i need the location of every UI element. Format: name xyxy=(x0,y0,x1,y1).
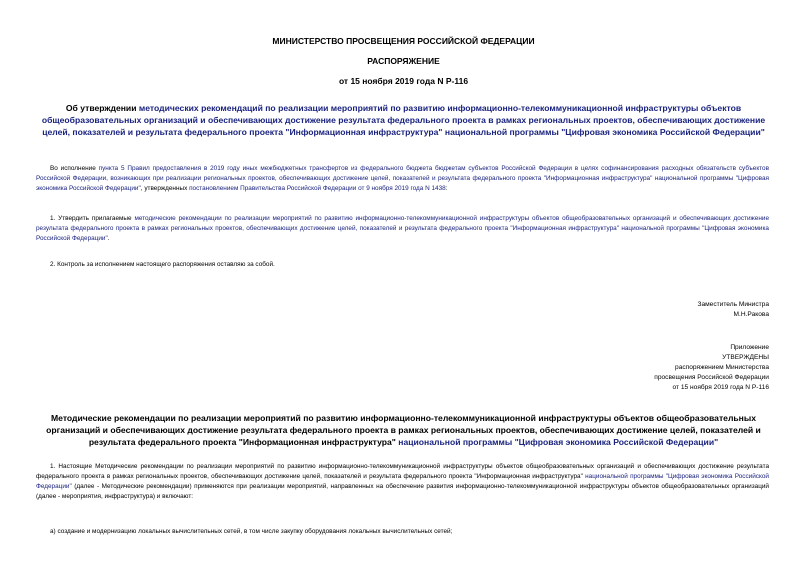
paragraph-1 xyxy=(36,214,769,244)
recommendations-title-main: Методические рекомендации по реализации мероприятий по развитию информационно-телекоммуникационной инфраструктуры объектов общеобразовательных организаций и обеспечивающих достижение результата федерального проекта в рамках региональных проектов, обеспечивающих достижение целей, показателей и результата федерального проекта "Информационная инфраструктура" xyxy=(46,413,761,447)
paragraph-rec-a: а) создание и модернизацию локальных вычислительных сетей, в том числе закупку оборудования локальных вычислительных сетей; xyxy=(50,528,453,535)
national-program-link[interactable]: национальной программы "Цифровая экономика Российской Федерации" xyxy=(398,437,719,447)
appendix-line-3: распоряжением Министерства xyxy=(675,364,769,371)
appendix-line-4: просвещения Российской Федерации xyxy=(654,374,769,381)
paragraph-2: 2. Контроль за исполнением настоящего распоряжения оставляю за собой. xyxy=(50,261,275,268)
title-link[interactable]: методических рекомендаций по реализации мероприятий по развитию информационно-телекоммуникационной инфраструктуры объектов общеобразовательных организаций и обеспечивающих достижение результата федерального проекта в рамках региональных проектов, обеспечивающих достижение целей, показателей и результата федерального проекта "Информационная инфраструктура" национальной программы "Цифровая экономика Российской Федерации" xyxy=(41,103,766,137)
doc-date-header: от 15 ноября 2019 года N Р-116 xyxy=(338,76,469,86)
doc-type-header: РАСПОРЯЖЕНИЕ xyxy=(367,56,440,66)
rec1-pre: 1. Настоящие Методические рекомендации по реализации мероприятий по развитию информационно-телекоммуникационной инфраструктуры объектов общеобразовательных организаций и обеспечивающих достижение результата федерального проекта в рамках региональных проектов, обеспечивающих достижение целей, показателей и результата федерального проекта "Информационная инфраструктура" xyxy=(36,463,769,480)
title-prefix: Об утверждении xyxy=(65,103,137,113)
document-title xyxy=(38,102,769,138)
appendix-line-2: УТВЕРЖДЕНЫ xyxy=(722,354,769,361)
recommendations-link[interactable]: методические рекомендации по реализации мероприятий по развитию информационно-телекоммуникационной инфраструктуры объектов общеобразовательных организаций и обеспечивающих достижение результата федерального проекта в рамках региональных проектов, обеспечивающих достижение целей, показателей и результата федерального проекта "Информационная инфраструктура" национальной программы "Цифровая экономика Российской Федерации" xyxy=(36,215,769,242)
appendix-line-1: Приложение xyxy=(730,344,769,351)
p1-post: . xyxy=(107,235,110,242)
appendix-line-5: от 15 ноября 2019 года N Р-116 xyxy=(672,384,769,391)
paragraph-intro xyxy=(36,164,769,194)
signature-position: Заместитель Министра xyxy=(697,301,769,308)
intro-mid: , утвержденных xyxy=(140,185,190,192)
ministry-header: МИНИСТЕРСТВО ПРОСВЕЩЕНИЯ РОССИЙСКОЙ ФЕДЕРАЦИИ xyxy=(272,36,535,46)
p1-pre: 1. Утвердить прилагаемые xyxy=(50,215,135,222)
paragraph-rec-1 xyxy=(36,462,769,502)
resolution-link[interactable]: постановлением Правительства Российской Федерации от 9 ноября 2019 года N 1438 xyxy=(189,185,446,192)
intro-post: : xyxy=(445,185,448,192)
recommendations-title xyxy=(36,412,771,448)
appendix-block xyxy=(654,343,769,393)
signature-block xyxy=(697,300,769,320)
intro-pre: Во исполнение xyxy=(50,165,99,172)
signature-name: М.Н.Ракова xyxy=(733,311,769,318)
rec1-post: (далее - Методические рекомендации) применяются при реализации мероприятий, направленных на обеспечение развития информационно-телекоммуникационной инфраструктуры объектов общеобразовательных организаций (далее - мероприятия, инфраструктура) и включают: xyxy=(36,483,769,500)
rec1-program-link[interactable]: национальной программы "Цифровая экономика Российской Федерации" xyxy=(36,473,769,490)
rules-link[interactable]: пункта 5 Правил предоставления в 2019 году иных межбюджетных трансфертов из федерального бюджета бюджетам субъектов Российской Федерации в целях софинансирования расходных обязательств субъектов Российской Федерации, возникающих при реализации региональных проектов, обеспечивающих достижение целей, показателей и результата федерального проекта "Информационная инфраструктура" национальной программы "Цифровая экономика Российской Федерации" xyxy=(36,165,769,192)
